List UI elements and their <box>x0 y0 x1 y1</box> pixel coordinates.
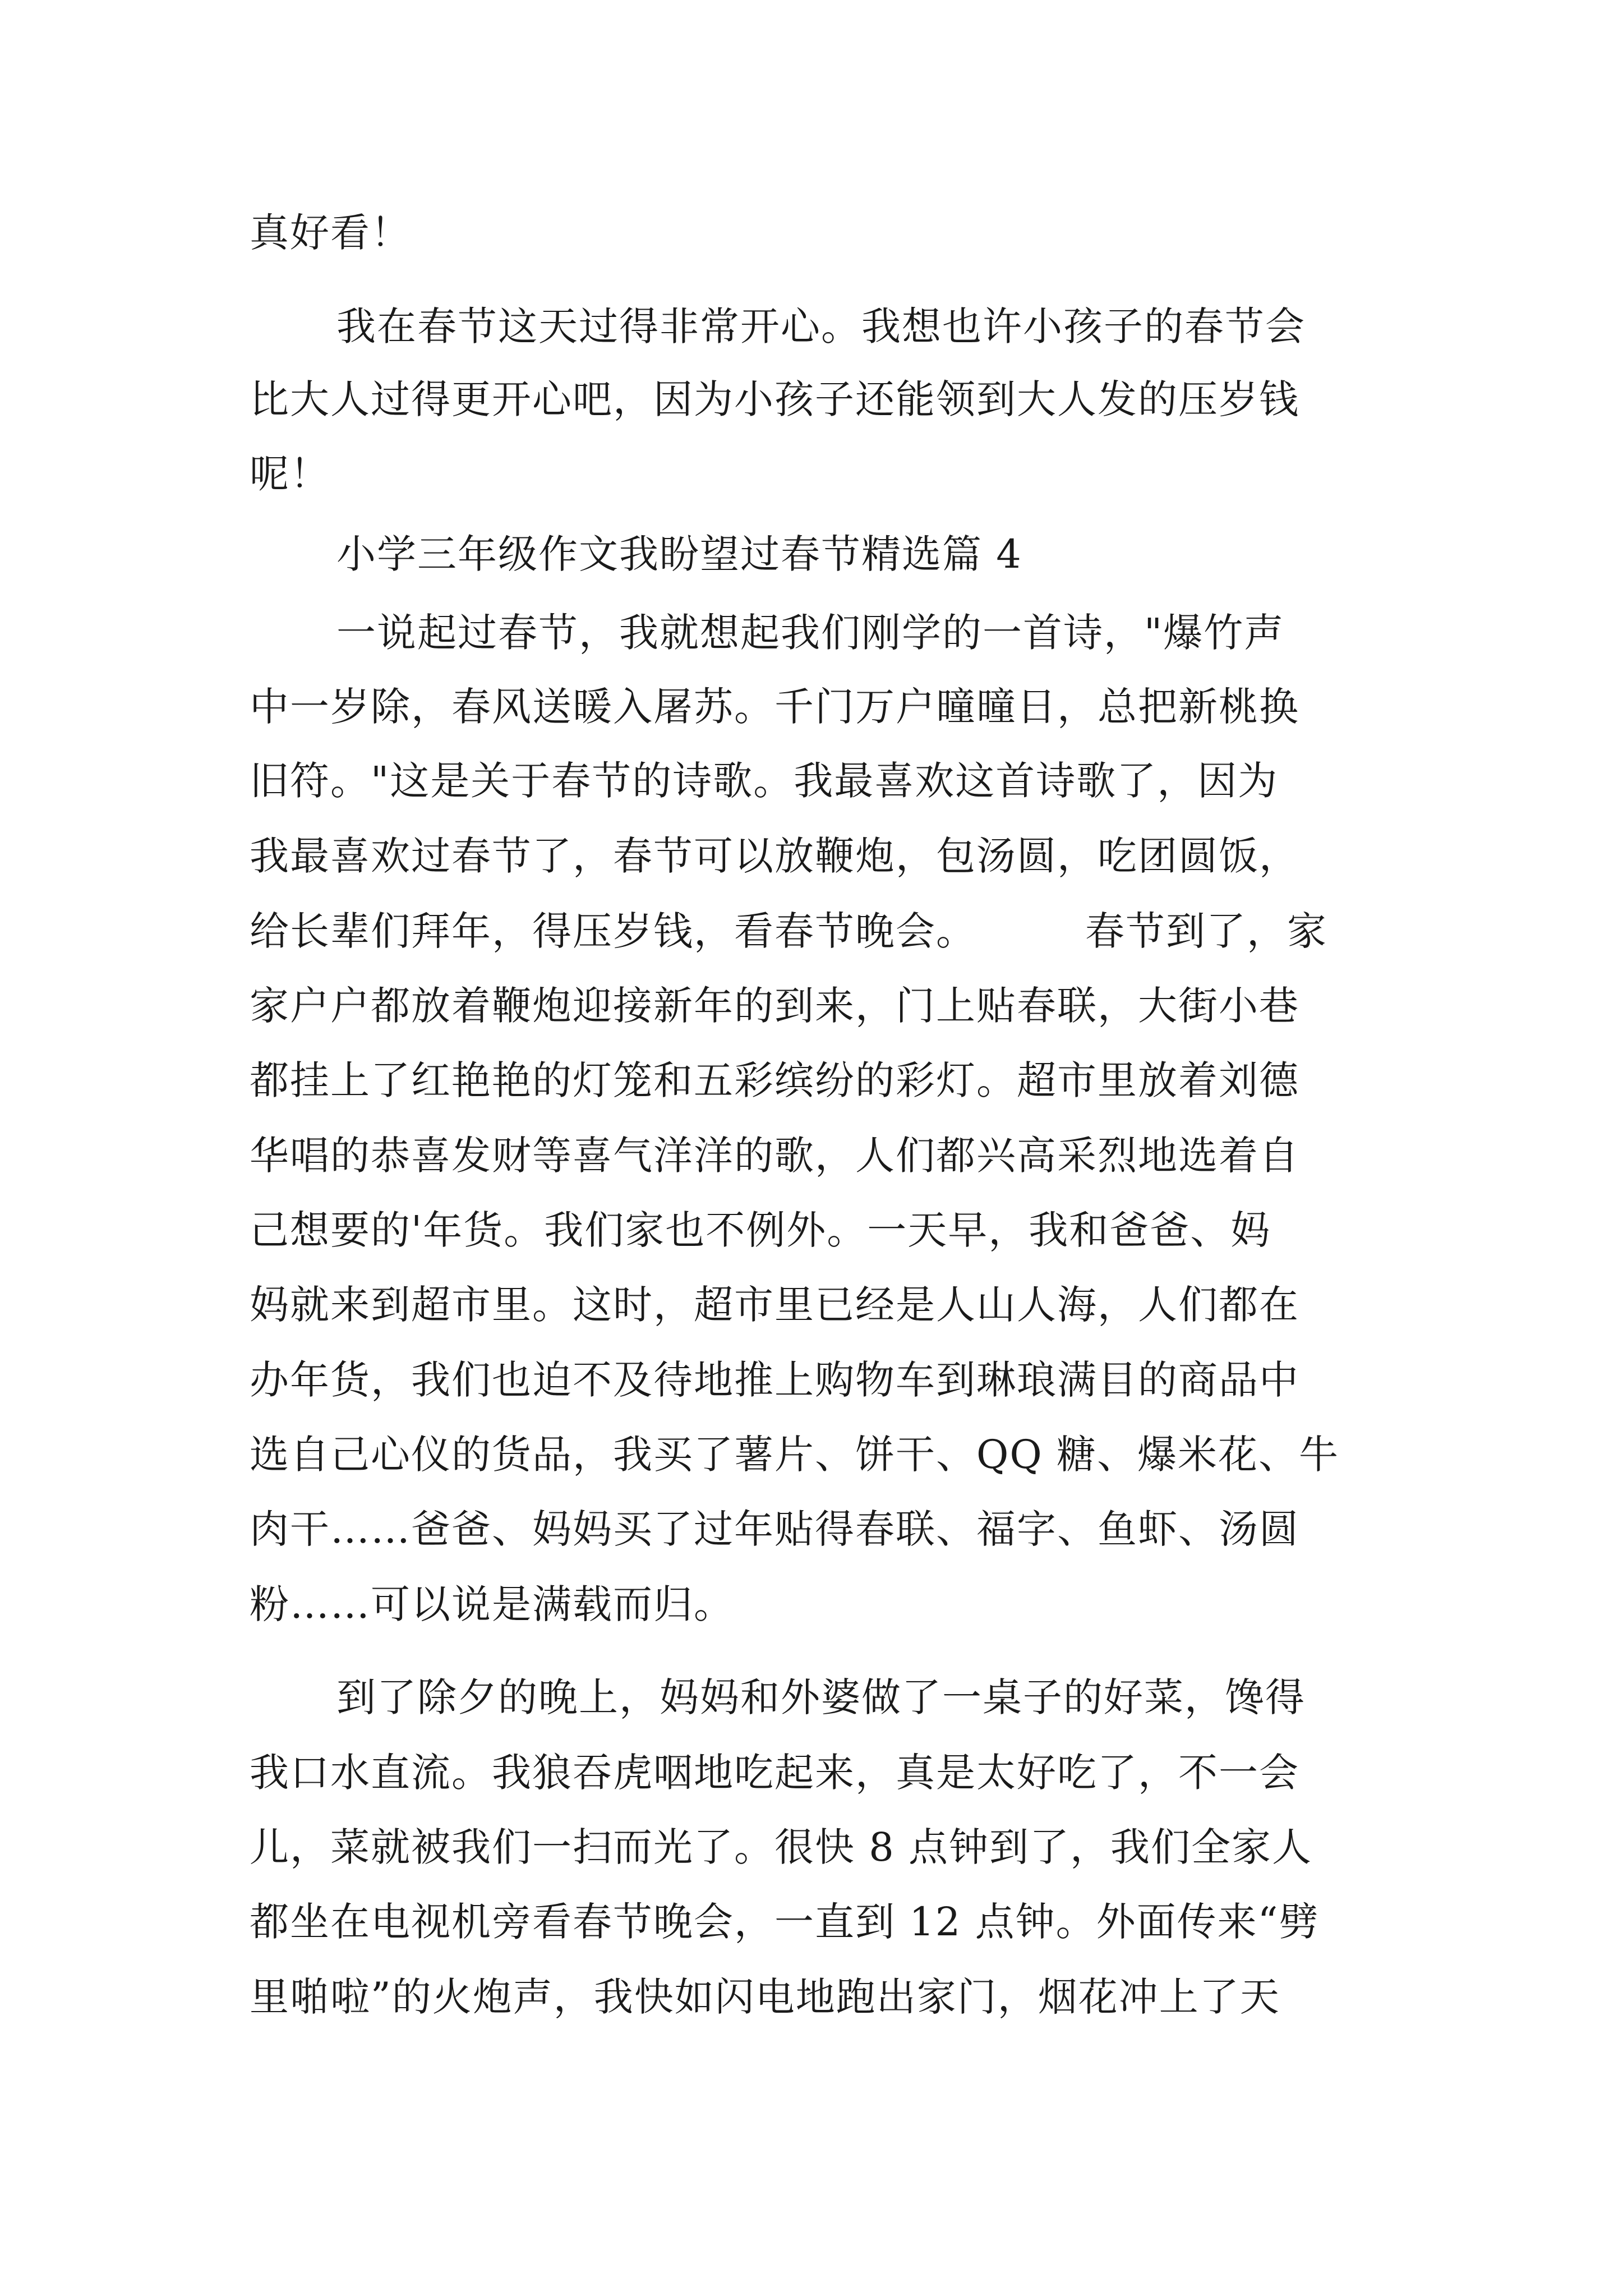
text-line: 都挂上了红艳艳的灯笼和五彩缤纷的彩灯。超市里放着刘德 <box>250 1057 1299 1103</box>
text-line: 儿，菜就被我们一扫而光了。很快 8 点钟到了，我们全家人 <box>250 1824 1313 1870</box>
text-line: 给长辈们拜年，得压岁钱，看春节晚会。 春节到了，家 <box>250 908 1328 954</box>
text-line: 己想要的'年货。我们家也不例外。一天早，我和爸爸、妈 <box>250 1207 1271 1253</box>
text-line: 都坐在电视机旁看春节晚会，一直到 12 点钟。外面传来“劈 <box>250 1899 1320 1945</box>
text-line: 中一岁除，春风送暖入屠苏。千门万户曈曈日，总把新桃换 <box>250 684 1299 730</box>
text-line: 选自己心仪的货品，我买了薯片、饼干、QQ 糖、爆米花、牛 <box>250 1432 1340 1478</box>
text-line: 我在春节这天过得非常开心。我想也许小孩子的春节会 <box>336 303 1306 349</box>
text-line: 办年货，我们也迫不及待地推上购物车到琳琅满目的商品中 <box>250 1357 1299 1403</box>
text-line: 粉……可以说是满载而归。 <box>250 1581 734 1627</box>
text-line: 到了除夕的晚上，妈妈和外婆做了一桌子的好菜，馋得 <box>336 1674 1306 1720</box>
text-line: 我最喜欢过春节了，春节可以放鞭炮，包汤圆，吃团圆饭， <box>250 833 1299 879</box>
text-line: 肉干……爸爸、妈妈买了过年贴得春联、福字、鱼虾、汤圆 <box>250 1506 1299 1552</box>
text-line: 妈就来到超市里。这时，超市里已经是人山人海，人们都在 <box>250 1282 1299 1328</box>
text-line: 真好看！ <box>250 210 411 256</box>
text-line: 一说起过春节，我就想起我们刚学的一首诗，"爆竹声 <box>336 610 1285 656</box>
section-heading: 小学三年级作文我盼望过春节精选篇 4 <box>336 531 1022 577</box>
text-line: 家户户都放着鞭炮迎接新年的到来，门上贴春联，大街小巷 <box>250 983 1299 1029</box>
text-line: 里啪啦”的火炮声，我快如闪电地跑出家门，烟花冲上了天 <box>250 1974 1280 2020</box>
text-line: 比大人过得更开心吧，因为小孩子还能领到大人发的压岁钱 <box>250 376 1299 422</box>
text-line: 旧符。"这是关于春节的诗歌。我最喜欢这首诗歌了，因为 <box>250 758 1279 804</box>
text-line: 我口水直流。我狼吞虎咽地吃起来，真是太好吃了，不一会 <box>250 1750 1299 1796</box>
text-line: 呢！ <box>250 451 330 497</box>
text-line: 华唱的恭喜发财等喜气洋洋的歌，人们都兴高采烈地选着自 <box>250 1133 1299 1179</box>
